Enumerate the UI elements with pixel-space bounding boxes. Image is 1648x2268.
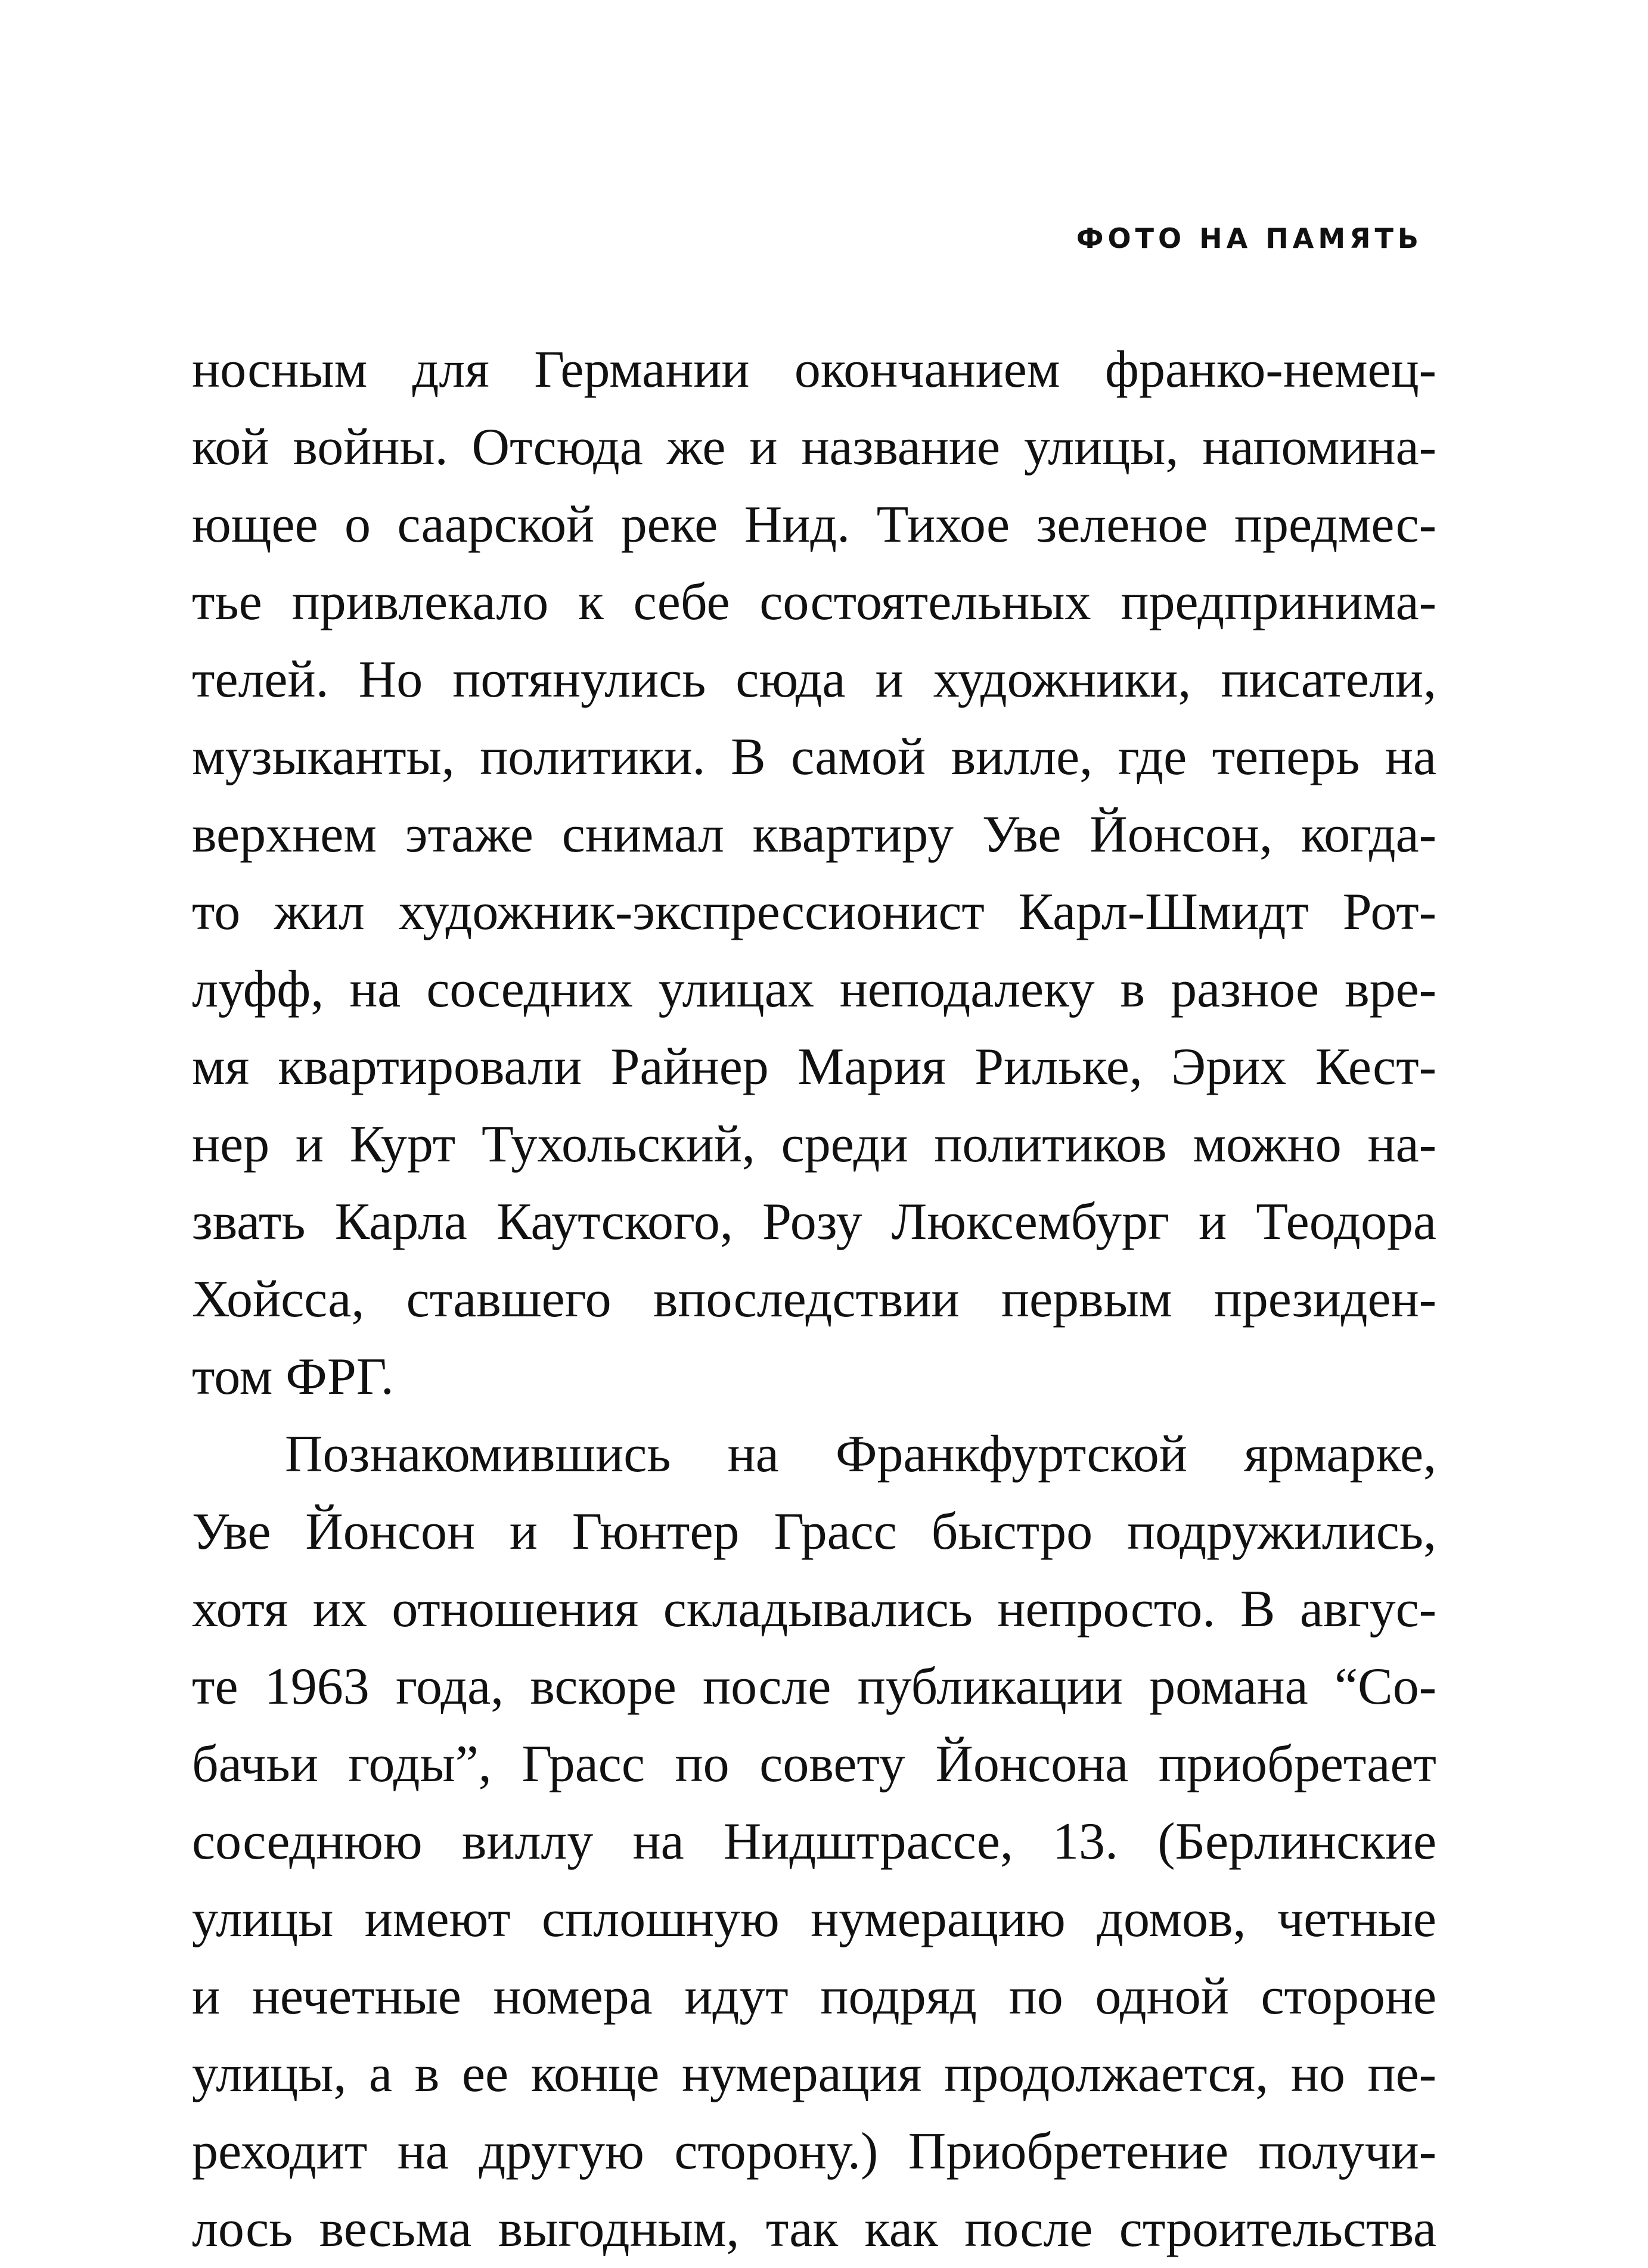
text-line: то жил художник-экспрессионист Карл-Шмидт Рот-	[192, 883, 1436, 941]
running-head: ФОТО НА ПАМЯТЬ	[1076, 222, 1423, 254]
text-line: музыканты, политики. В самой вилле, где теперь на	[192, 728, 1436, 786]
text-line: и нечетные номера идут подряд по одной стороне	[192, 1968, 1436, 2025]
text-line: бачьи годы”, Грасс по совету Йонсона приобретает	[192, 1735, 1436, 1793]
text-line: Уве Йонсон и Гюнтер Грасс быстро подружились,	[192, 1503, 1436, 1561]
text-line: ющее о саарской реке Нид. Тихое зеленое предмес-	[192, 496, 1436, 554]
text-line: соседнюю виллу на Нидштрассе, 13. (Берлинские	[192, 1813, 1436, 1871]
text-line: луфф, на соседних улицах неподалеку в разное вре-	[192, 961, 1436, 1018]
text-line: те 1963 года, вскоре после публикации романа “Со-	[192, 1658, 1436, 1716]
text-line: носным для Германии окончанием франко-немец-	[192, 341, 1436, 399]
body-text	[192, 331, 1436, 2268]
text-line: Познакомившись на Франкфуртской ярмарке,	[285, 1425, 1436, 1483]
text-line: кой войны. Отсюда же и название улицы, напомина-	[192, 418, 1436, 476]
text-line: верхнем этаже снимал квартиру Уве Йонсон, когда-	[192, 806, 1436, 863]
text-line: улицы имеют сплошную нумерацию домов, четные	[192, 1890, 1436, 1948]
text-line: телей. Но потянулись сюда и художники, писатели,	[192, 651, 1436, 709]
text-line: улицы, а в ее конце нумерация продолжается, но пе-	[192, 2045, 1436, 2103]
text-line: нер и Курт Тухольский, среди политиков можно на-	[192, 1116, 1436, 1173]
text-line: тье привлекало к себе состоятельных предпринима-	[192, 573, 1436, 631]
text-line: том ФРГ.	[192, 1348, 394, 1406]
text-line: звать Карла Каутского, Розу Люксембург и Теодора	[192, 1193, 1436, 1251]
text-line: Хойсса, ставшего впоследствии первым президен-	[192, 1270, 1436, 1328]
text-line: хотя их отношения складывались непросто. В авгус-	[192, 1580, 1436, 1638]
text-line: лось весьма выгодным, так как после строительства	[192, 2200, 1436, 2258]
text-line: реходит на другую сторону.) Приобретение получи-	[192, 2123, 1436, 2180]
text-line: мя квартировали Райнер Мария Рильке, Эрих Кест-	[192, 1038, 1436, 1096]
